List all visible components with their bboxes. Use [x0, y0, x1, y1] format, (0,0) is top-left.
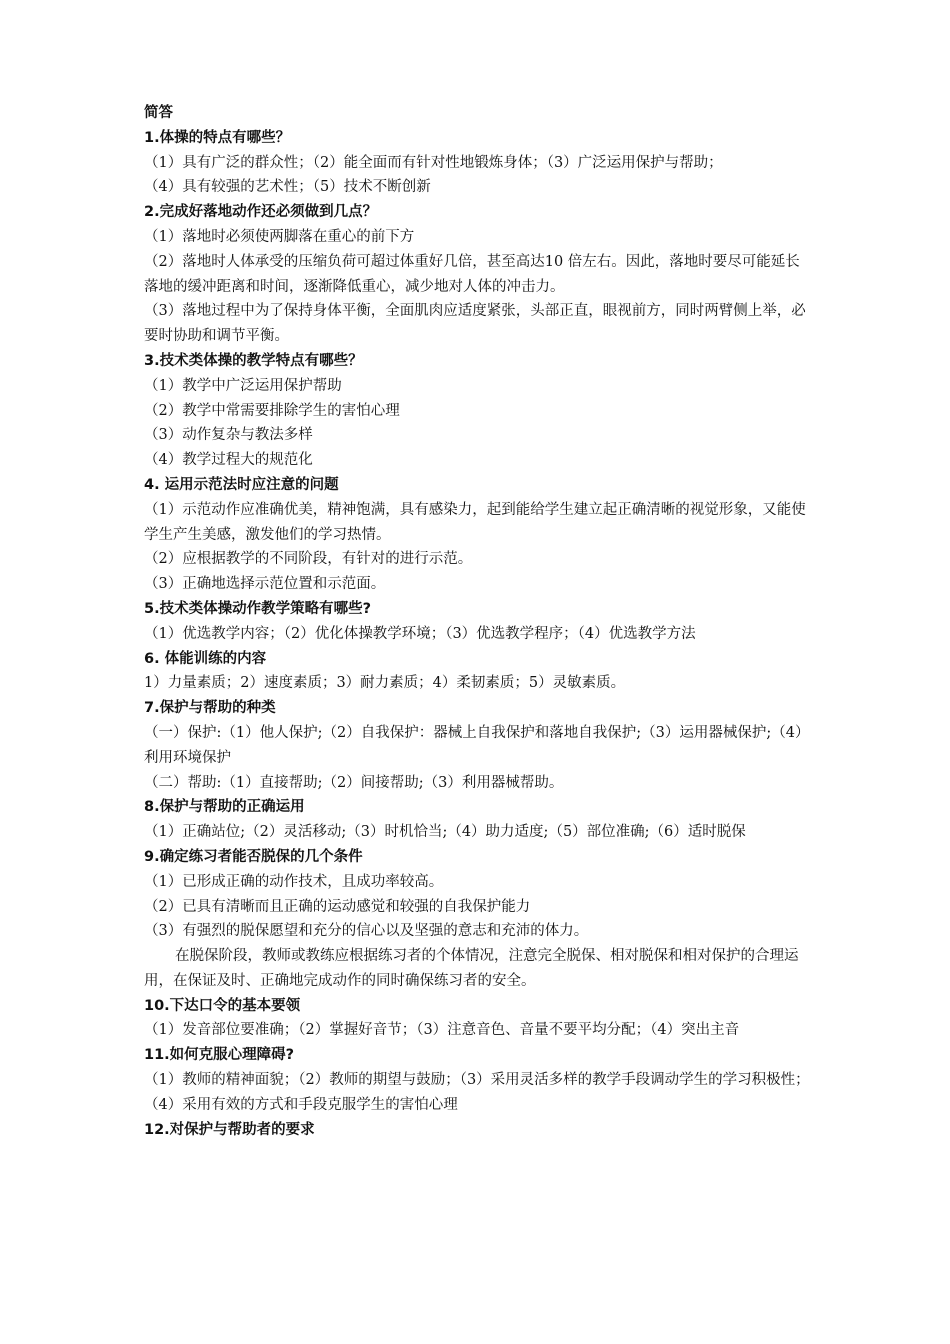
section-8-line-1: （1）正确站位;（2）灵活移动;（3）时机恰当;（4）助力适度;（5）部位准确;（6）适时脱保 — [144, 824, 746, 841]
section-2-line-3: （3）落地过程中为了保持身体平衡，全面肌肉应适度紧张，头部正直，眼视前方，同时两臂侧上举，必要时协助和调节平衡。 — [144, 303, 806, 345]
section-4-line-1: （1）示范动作应准确优美，精神饱满，具有感染力，起到能给学生建立起正确清晰的视觉形象，又能使学生产生美感，激发他们的学习热情。 — [144, 501, 806, 543]
section-7-line-2: （二）帮助:（1）直接帮助;（2）间接帮助;（3）利用器械帮助。 — [144, 774, 564, 791]
section-2-title: 2.完成好落地动作还必须做到几点？ — [144, 204, 378, 221]
section-9-note: 在脱保阶段，教师或教练应根据练习者的个体情况，注意完全脱保、相对脱保和相对保护的合理运用，在保证及时、正确地完成动作的同时确保练习者的安全。 — [144, 948, 799, 989]
section-4-line-2: （2）应根据教学的不同阶段，有针对的进行示范。 — [144, 551, 473, 568]
section-2-line-2: （2）落地时人体承受的压缩负荷可超过体重好几倍，甚至高达10 倍左右。因此，落地时要尽可能延长落地的缓冲距离和时间，逐渐降低重心，减少地对人体的冲击力。 — [144, 253, 800, 295]
section-1-line-2: （4）具有较强的艺术性；（5）技术不断创新 — [144, 179, 431, 196]
section-11-title: 11.如何克服心理障碍? — [144, 1047, 295, 1064]
section-1-line-1: （1）具有广泛的群众性；（2）能全面而有针对性地锻炼身体；（3）广泛运用保护与帮助； — [144, 154, 723, 171]
section-9-line-2: （2）已具有清晰而且正确的运动感觉和较强的自我保护能力 — [144, 898, 531, 915]
section-10-title: 10.下达口令的基本要领 — [144, 997, 301, 1014]
section-2-line-1: （1）落地时必须使两脚落在重心的前下方 — [144, 228, 415, 245]
document-page — [144, 101, 814, 1142]
section-6-line-1: 1）力量素质；2）速度素质；3）耐力素质；4）柔韧素质；5）灵敏素质。 — [144, 675, 626, 692]
section-7-line-1: （一）保护:（1）他人保护;（2）自我保护：器械上自我保护和落地自我保护;（3）运用器械保护;（4）利用环境保护 — [144, 724, 810, 766]
section-8-title: 8.保护与帮助的正确运用 — [144, 799, 305, 816]
section-6-title: 6. 体能训练的内容 — [144, 650, 267, 667]
section-3-title: 3.技术类体操的教学特点有哪些？ — [144, 352, 363, 369]
document-heading: 简答 — [144, 105, 173, 121]
section-3-line-4: （4）教学过程大的规范化 — [144, 452, 313, 469]
section-9-line-3: （3）有强烈的脱保愿望和充分的信心以及坚强的意志和充沛的体力。 — [144, 923, 589, 940]
section-3-line-2: （2）教学中常需要排除学生的害怕心理 — [144, 402, 400, 419]
section-5-line-1: （1）优选教学内容；（2）优化体操教学环境；（3）优选教学程序；（4）优选教学方法 — [144, 625, 696, 642]
section-12-title: 12.对保护与帮助者的要求 — [144, 1121, 315, 1138]
section-5-title: 5.技术类体操动作教学策略有哪些? — [144, 600, 372, 617]
section-10-line-1: （1）发音部位要准确；（2）掌握好音节；（3）注意音色、音量不要平均分配；（4）突出主音 — [144, 1022, 740, 1039]
section-9-line-1: （1）已形成正确的动作技术，且成功率较高。 — [144, 873, 444, 890]
section-4-line-3: （3）正确地选择示范位置和示范面。 — [144, 576, 386, 593]
section-1-title: 1.体操的特点有哪些？ — [144, 129, 291, 146]
section-4-title: 4. 运用示范法时应注意的问题 — [144, 476, 339, 493]
section-7-title: 7.保护与帮助的种类 — [144, 700, 276, 717]
section-3-line-1: （1）教学中广泛运用保护帮助 — [144, 377, 342, 394]
section-3-line-3: （3）动作复杂与教法多样 — [144, 427, 313, 444]
section-9-title: 9.确定练习者能否脱保的几个条件 — [144, 848, 363, 865]
section-11-line-1: （1）教师的精神面貌；（2）教师的期望与鼓励；（3）采用灵活多样的教学手段调动学生的学习积极性；（4）采用有效的方式和手段克服学生的害怕心理 — [144, 1072, 810, 1113]
